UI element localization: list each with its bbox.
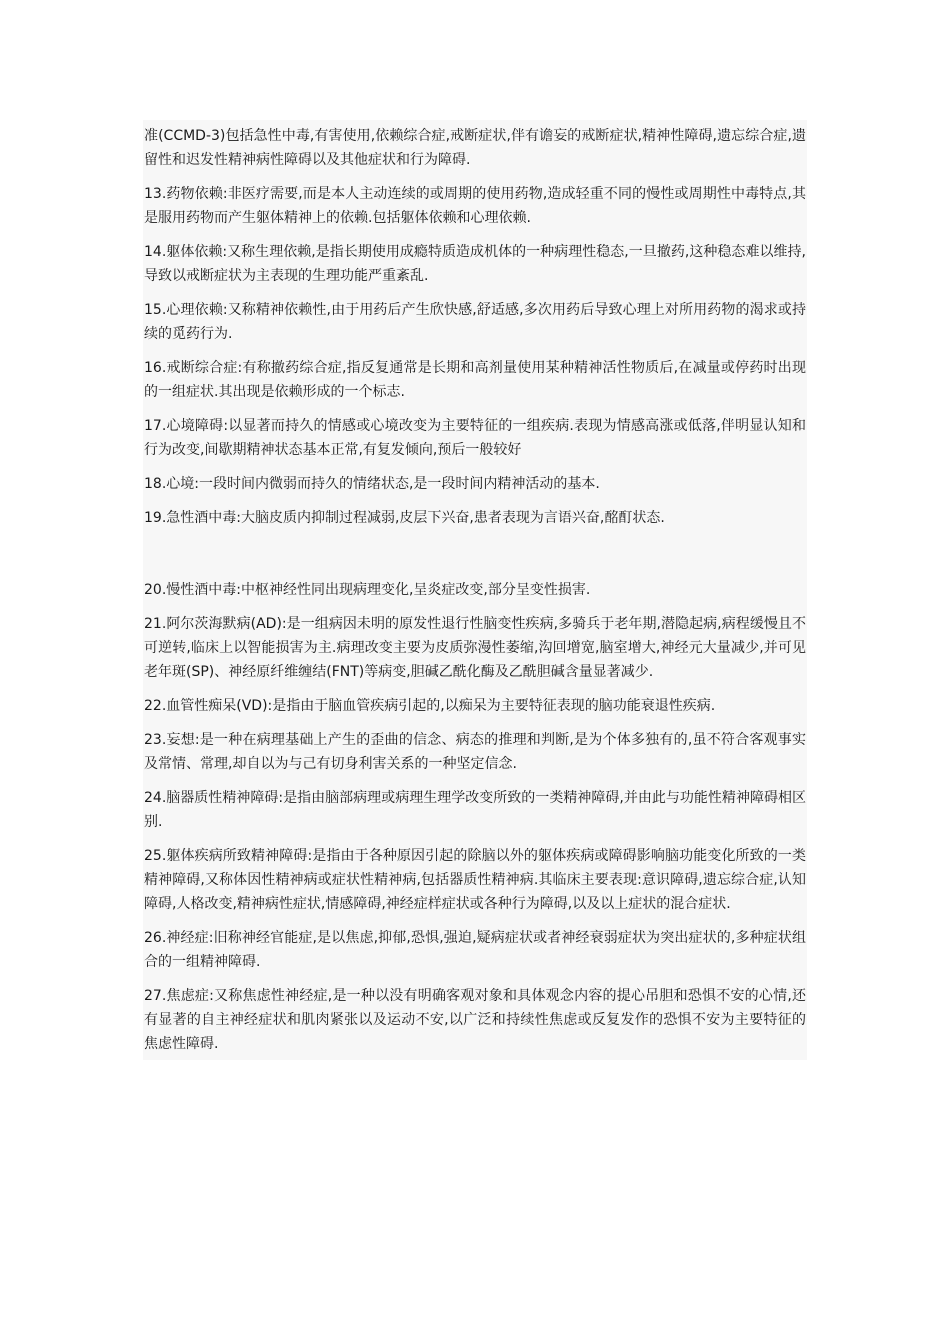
paragraph-23-delusion: 23.妄想:是一种在病理基础上产生的歪曲的信念、病态的推理和判断,是为个体多独有的,虽不符合客观事实及常情、常理,却自以为与己有切身利害关系的一种坚定信念. (144, 732, 806, 772)
document-body (143, 120, 807, 1060)
paragraph-15-psychological-dependence: 15.心理依赖:又称精神依赖性,由于用药后产生欣快感,舒适感,多次用药后导致心理上对所用药物的渴求或持续的觅药行为. (144, 302, 806, 342)
paragraph-27-anxiety-disorder: 27.焦虑症:又称焦虑性神经症,是一种以没有明确客观对象和具体观念内容的提心吊胆和恐惧不安的心情,还有显著的自主神经症状和肌肉紧张以及运动不安,以广泛和持续性焦虑或反复发作的恐惧不安为主要特征的焦虑性障碍. (144, 988, 806, 1052)
paragraph-18-mood: 18.心境:一段时间内微弱而持久的情绪状态,是一段时间内精神活动的基本. (144, 476, 600, 492)
paragraph-21-alzheimers: 21.阿尔茨海默病(AD):是一组病因未明的原发性退行性脑变性疾病,多骑兵于老年期,潜隐起病,病程缓慢且不可逆转,临床上以智能损害为主.病理改变主要为皮质弥漫性萎缩,沟回增宽,脑室增大,神经元大量减少,并可见老年斑(SP)、神经原纤维缠结(FNT)等病变,胆碱乙酰化酶及乙酰胆碱含量显著减少. (144, 616, 806, 680)
paragraph-16-withdrawal-syndrome: 16.戒断综合症:有称撤药综合症,指反复通常是长期和高剂量使用某种精神活性物质后,在减量或停药时出现的一组症状.其出现是依赖形成的一个标志. (144, 360, 806, 400)
paragraph-20-chronic-alcohol-intoxication: 20.慢性酒中毒:中枢神经性同出现病理变化,呈炎症改变,部分呈变性损害. (144, 582, 591, 598)
paragraph-ccmd3-continuation: 准(CCMD-3)包括急性中毒,有害使用,依赖综合症,戒断症状,伴有谵妄的戒断症状,精神性障碍,遗忘综合症,遗留性和迟发性精神病性障碍以及其他症状和行为障碍. (144, 128, 806, 168)
paragraph-24-organic-mental-disorder: 24.脑器质性精神障碍:是指由脑部病理或病理生理学改变所致的一类精神障碍,并由此与功能性精神障碍相区别. (144, 790, 806, 830)
paragraph-14-physical-dependence: 14.躯体依赖:又称生理依赖,是指长期使用成瘾特质造成机体的一种病理性稳态,一旦撤药,这种稳态难以维持,导致以戒断症状为主表现的生理功能严重紊乱. (144, 244, 806, 284)
paragraph-13-drug-dependence: 13.药物依赖:非医疗需要,而是本人主动连续的或周期的使用药物,造成轻重不同的慢性或周期性中毒特点,其是服用药物而产生躯体精神上的依赖.包括躯体依赖和心理依赖. (144, 186, 806, 226)
paragraph-22-vascular-dementia: 22.血管性痴呆(VD):是指由于脑血管疾病引起的,以痴呆为主要特征表现的脑功能衰退性疾病. (144, 698, 716, 714)
paragraph-26-neurosis: 26.神经症:旧称神经官能症,是以焦虑,抑郁,恐惧,强迫,疑病症状或者神经衰弱症状为突出症状的,多种症状组合的一组精神障碍. (144, 930, 806, 970)
paragraph-19-acute-alcohol-intoxication: 19.急性酒中毒:大脑皮质内抑制过程减弱,皮层下兴奋,患者表现为言语兴奋,酩酊状态. (144, 510, 665, 526)
blank-spacer (143, 540, 807, 578)
paragraph-25-somatic-mental-disorder: 25.躯体疾病所致精神障碍:是指由于各种原因引起的除脑以外的躯体疾病或障碍影响脑功能变化所致的一类精神障碍,又称体因性精神病或症状性精神病,包括器质性精神病.其临床主要表现:意识障碍,遗忘综合症,认知障碍,人格改变,精神病性症状,情感障碍,神经症样症状或各种行为障碍,以及以上症状的混合症状. (144, 848, 806, 912)
paragraph-17-mood-disorder: 17.心境障碍:以显著而持久的情感或心境改变为主要特征的一组疾病.表现为情感高涨或低落,伴明显认知和行为改变,间歇期精神状态基本正常,有复发倾向,预后一般较好 (144, 418, 806, 458)
